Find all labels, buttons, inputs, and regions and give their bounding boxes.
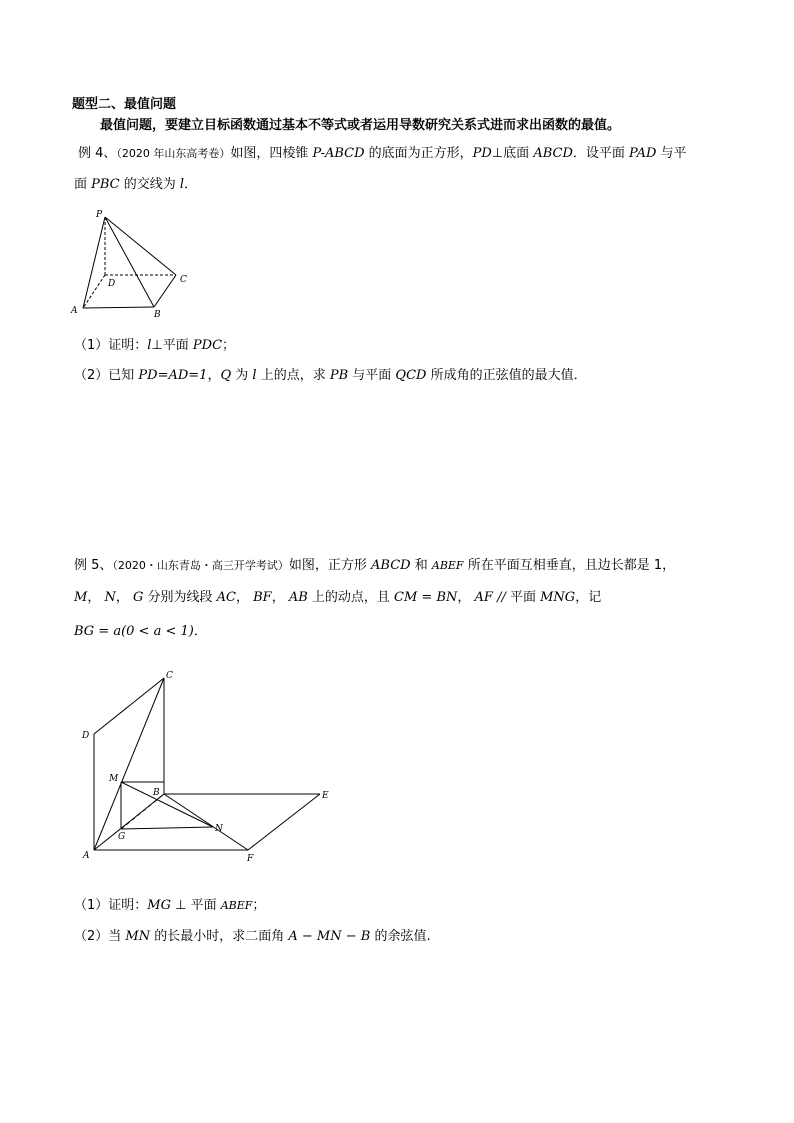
example5-source: （2020・山东青岛・高三开学考试） [112,559,289,572]
example4-line2: 面 PBC 的交线为 l． [74,177,198,192]
label-B: B [153,788,160,798]
label-N: N [215,824,223,834]
label-C: C [166,671,173,681]
label-A: A [83,851,90,861]
section-intro: 最值问题，要建立目标函数通过基本不等式或者运用导数研究关系式进而求出函数的最值。 [100,118,621,133]
example5-line3: BG = a(0 < a < 1)． [74,624,207,639]
label-A: A [71,306,78,316]
label-G: G [118,832,126,842]
label-D: D [108,279,116,289]
example4-line1: 例 4、（2020 年山东高考卷）如图，四棱锥 P-ABCD 的底面为正方形，PD⊥底面 ABCD．设平面 PAD 与平 [78,146,687,161]
label-P: P [96,210,103,220]
label-D: D [82,731,90,741]
section-title: 题型二、最值问题 [72,97,177,112]
example5-question1: （1）证明：MG ⊥ 平面 ABEF； [74,898,266,913]
example5-question2: （2）当 MN 的长最小时，求二面角 A − MN − B 的余弦值. [74,929,431,944]
example5-line2: M， N， G 分别为线段 AC， BF， AB 上的动点，且 CM = BN， AF // 平面 MNG，记 [74,590,602,605]
pyramid-figure [68,205,198,320]
label-M: M [109,774,119,784]
example4-question2: （2）已知 PD=AD=1，Q 为 l 上的点，求 PB 与平面 QCD 所成角的正弦值的最大值． [74,368,587,383]
squares-figure [78,668,338,868]
example4-question1: （1）证明：l⊥平面 PDC； [74,338,236,353]
label-F: F [247,854,254,864]
example4-label: 例 4、 [78,146,117,161]
example5-line1: 例 5、（2020・山东青岛・高三开学考试）如图，正方形 ABCD 和 ABEF 所在平面互相垂直，且边长都是 1， [74,558,676,573]
label-B: B [154,310,161,320]
label-E: E [322,791,329,801]
example5-label: 例 5、 [74,558,113,573]
label-C: C [180,275,187,285]
example4-source: （2020 年山东高考卷） [116,147,231,160]
